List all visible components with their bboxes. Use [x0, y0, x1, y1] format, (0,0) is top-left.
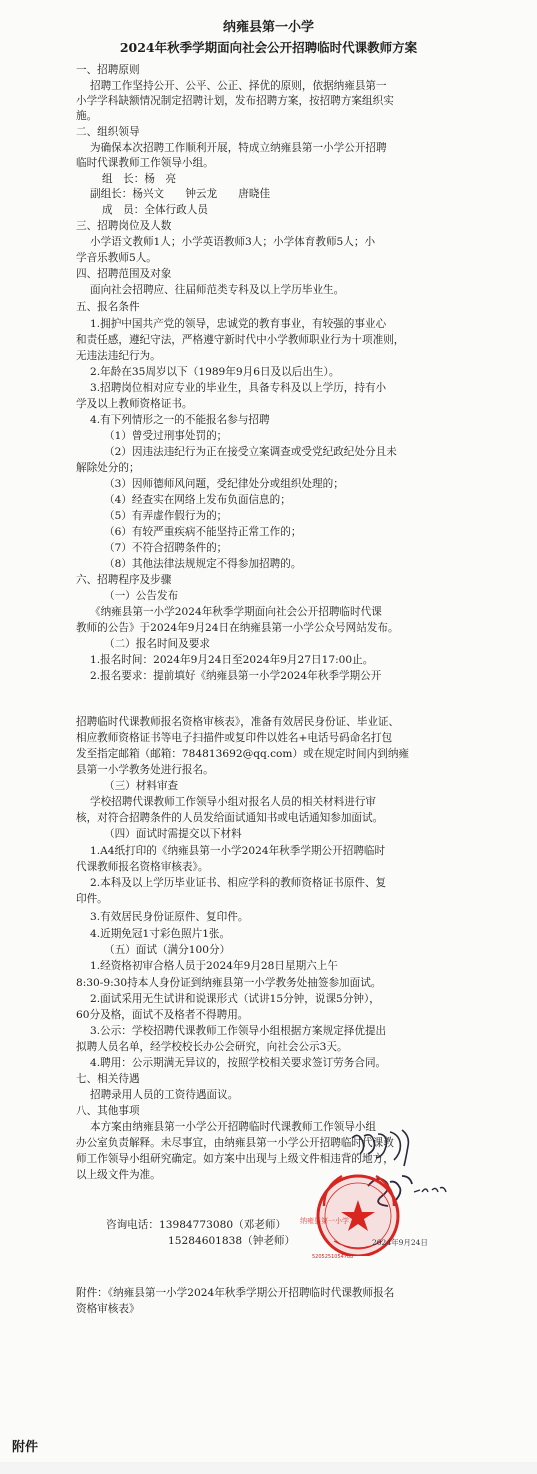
- heading-4: 四、招聘范围及对象: [76, 268, 172, 280]
- document-title: 2024年秋季学期面向社会公开招聘临时代课教师方案: [119, 40, 418, 55]
- body-line: 拟聘人员名单，经学校校长办公会研究，向社会公示3天。: [76, 1041, 348, 1053]
- stamp-date-text: 2024年9月24日: [372, 1238, 428, 1247]
- body-line: （一）公告发布: [104, 590, 179, 602]
- body-line: （1）曾受过刑事处罚的；: [104, 430, 228, 442]
- body-line: 1.报名时间：2024年9月24日至2024年9月27日17:00止。: [90, 654, 374, 666]
- next-page-edge: [0, 1462, 537, 1474]
- body-line: 本方案由纳雍县第一小学公开招聘临时代课教师工作领导小组: [90, 1121, 377, 1133]
- body-line: 3.公示：学校招聘代课教师工作领导小组根据方案规定择优提出: [90, 1025, 387, 1037]
- body-line: 4.近期免冠1寸彩色照片1张。: [90, 928, 231, 940]
- body-line: （3）因师德师风问题，受纪律处分或组织处理的；: [104, 478, 344, 490]
- body-line: 3.有效居民身份证原件、复印件。: [90, 911, 249, 923]
- heading-6: 六、招聘程序及步骤: [76, 574, 172, 586]
- heading-3: 三、招聘岗位及人数: [76, 220, 172, 232]
- body-line: 1.拥护中国共产党的领导，忠诚党的教育事业，有较强的事业心: [90, 318, 387, 330]
- body-line: 面向社会招聘应、往届师范类专科及以上学历毕业生。: [90, 284, 345, 296]
- body-line: 小学学科缺额情况制定招聘计划，发布招聘方案，按招聘方案组织实: [76, 95, 394, 107]
- body-line: 2.年龄在35周岁以下（1989年9月6日及以后出生）。: [90, 366, 340, 378]
- body-line: 解除处分的；: [76, 462, 140, 474]
- body-line: 招聘录用人员的工资待遇面议。: [90, 1089, 239, 1101]
- body-line: （5）有弄虚作假行为的；: [104, 510, 228, 522]
- heading-5: 五、报名条件: [76, 301, 140, 313]
- body-line: 1.经资格初审合格人员于2024年9月28日星期六上午: [90, 960, 338, 972]
- email-line: 发至指定邮箱（邮箱：784813692@qq.com）或在规定时间内到纳雍: [76, 748, 410, 760]
- members-line: 成 员：全体行政人员: [102, 204, 208, 216]
- body-line: （四）面试时需提交以下材料: [104, 828, 242, 840]
- body-line: （三）材料审查: [104, 780, 179, 792]
- body-line: （6）有较严重疾病不能坚持正常工作的；: [104, 526, 302, 538]
- body-line: 1.A4纸打印的《纳雍县第一小学2024年秋季学期公开招聘临时: [90, 845, 386, 857]
- body-line: （二）报名时间及要求: [104, 638, 210, 650]
- body-line: 以上级文件为准。: [76, 1169, 161, 1181]
- body-line: 师工作领导小组研究确定。如方案中出现与上级文件相违背的地方，: [76, 1153, 394, 1165]
- heading-2: 二、组织领导: [76, 126, 140, 138]
- body-line: 《纳雍县第一小学2024年秋季学期面向社会公开招聘临时代课: [90, 606, 382, 618]
- body-line: 4.有下列情形之一的不能报名参与招聘: [90, 414, 270, 426]
- body-line: 县第一小学教务处进行报名。: [76, 764, 214, 776]
- body-line: （8）其他法律法规规定不得参加招聘的。: [104, 558, 302, 570]
- deputy-leader-line: 副组长：杨兴文 钟云龙 唐晓佳: [90, 188, 271, 200]
- body-line: 无违法违纪行为。: [76, 350, 161, 362]
- body-line: 教师的公告》于2024年9月24日在纳雍县第一小学公众号网站发布。: [76, 622, 399, 634]
- body-line: 核，对符合招聘条件的人员发给面试通知书或电话通知参加面试。: [76, 812, 384, 824]
- school-name: 纳雍县第一小学: [222, 20, 314, 35]
- body-line: （2）因违法违纪行为正在接受立案调查或受党纪政纪处分且未: [104, 446, 397, 458]
- body-line: 招聘临时代课教师报名资格审核表》，准备有效居民身份证、毕业证、: [76, 716, 400, 728]
- body-line: 印件。: [76, 893, 108, 905]
- body-line: 2.面试采用无生试讲和说课形式（试讲15分钟，说课5分钟），: [90, 993, 380, 1005]
- body-line: 4.聘用：公示期满无异议的，按照学校相关要求签订劳务合同。: [90, 1057, 387, 1069]
- body-line: 学及以上教师资格证书。: [76, 398, 193, 410]
- contact-phone-1: 咨询电话：13984773080（邓老师）: [106, 1219, 287, 1231]
- body-line: 办公室负责解释。未尽事宜，由纳雍县第一小学公开招聘临时代课教: [76, 1137, 394, 1149]
- body-line: 和责任感，遵纪守法，严格遵守新时代中小学教师职业行为十项准则，: [76, 334, 405, 346]
- stamp-code: 5205251054788: [312, 1254, 354, 1260]
- body-line: 3.招聘岗位相对应专业的毕业生，具备专科及以上学历，持有小: [90, 382, 387, 394]
- attachment-line: 附件：《纳雍县第一小学2024年秋季学期公开招聘临时代课教师报名: [76, 1287, 395, 1299]
- body-line: （7）不符合招聘条件的；: [104, 542, 228, 554]
- body-line: 代课教师报名资格审核表》。: [76, 861, 209, 873]
- contact-phone-2: 15284601838（钟老师）: [168, 1235, 296, 1247]
- body-line: 招聘工作坚持公开、公平、公正、择优的原则，依据纳雍县第一: [90, 80, 387, 92]
- attachment-heading: 附件: [12, 1440, 39, 1455]
- leader-line: 组 长：杨 亮: [102, 173, 177, 185]
- body-line: 2.报名要求：提前填好《纳雍县第一小学2024年秋季学期公开: [90, 670, 382, 682]
- body-line: 学音乐教师5人。: [76, 252, 157, 264]
- body-line: 学校招聘代课教师工作领导小组对报名人员的相关材料进行审: [90, 796, 377, 808]
- body-line: 小学语文教师1人；小学英语教师3人；小学体育教师5人；小: [90, 236, 376, 248]
- body-line: 临时代课教师工作领导小组。: [76, 157, 214, 169]
- heading-1: 一、招聘原则: [76, 64, 140, 76]
- body-line: （五）面试（满分100分）: [104, 944, 231, 956]
- body-line: （4）经查实在网络上发布负面信息的；: [104, 494, 291, 506]
- body-line: 为确保本次招聘工作顺利开展，特成立纳雍县第一小学公开招聘: [90, 142, 387, 154]
- attachment-line: 资格审核表》: [76, 1303, 140, 1315]
- body-line: 相应教师资格证书等电子扫描件或复印件以姓名+电话号码命名打包: [76, 732, 393, 744]
- body-line: 施。: [76, 110, 98, 122]
- heading-8: 八、其他事项: [76, 1105, 140, 1117]
- body-line: 2.本科及以上学历毕业证书、相应学科的教师资格证书原件、复: [90, 877, 387, 889]
- stamp-text-outer: 纳雍县第一小学: [300, 1217, 349, 1225]
- heading-7: 七、相关待遇: [76, 1073, 140, 1085]
- body-line: 8:30-9:30持本人身份证到纳雍县第一小学教务处抽签参加面试。: [76, 977, 382, 989]
- body-line: 60分及格，面试不及格者不得聘用。: [76, 1009, 249, 1021]
